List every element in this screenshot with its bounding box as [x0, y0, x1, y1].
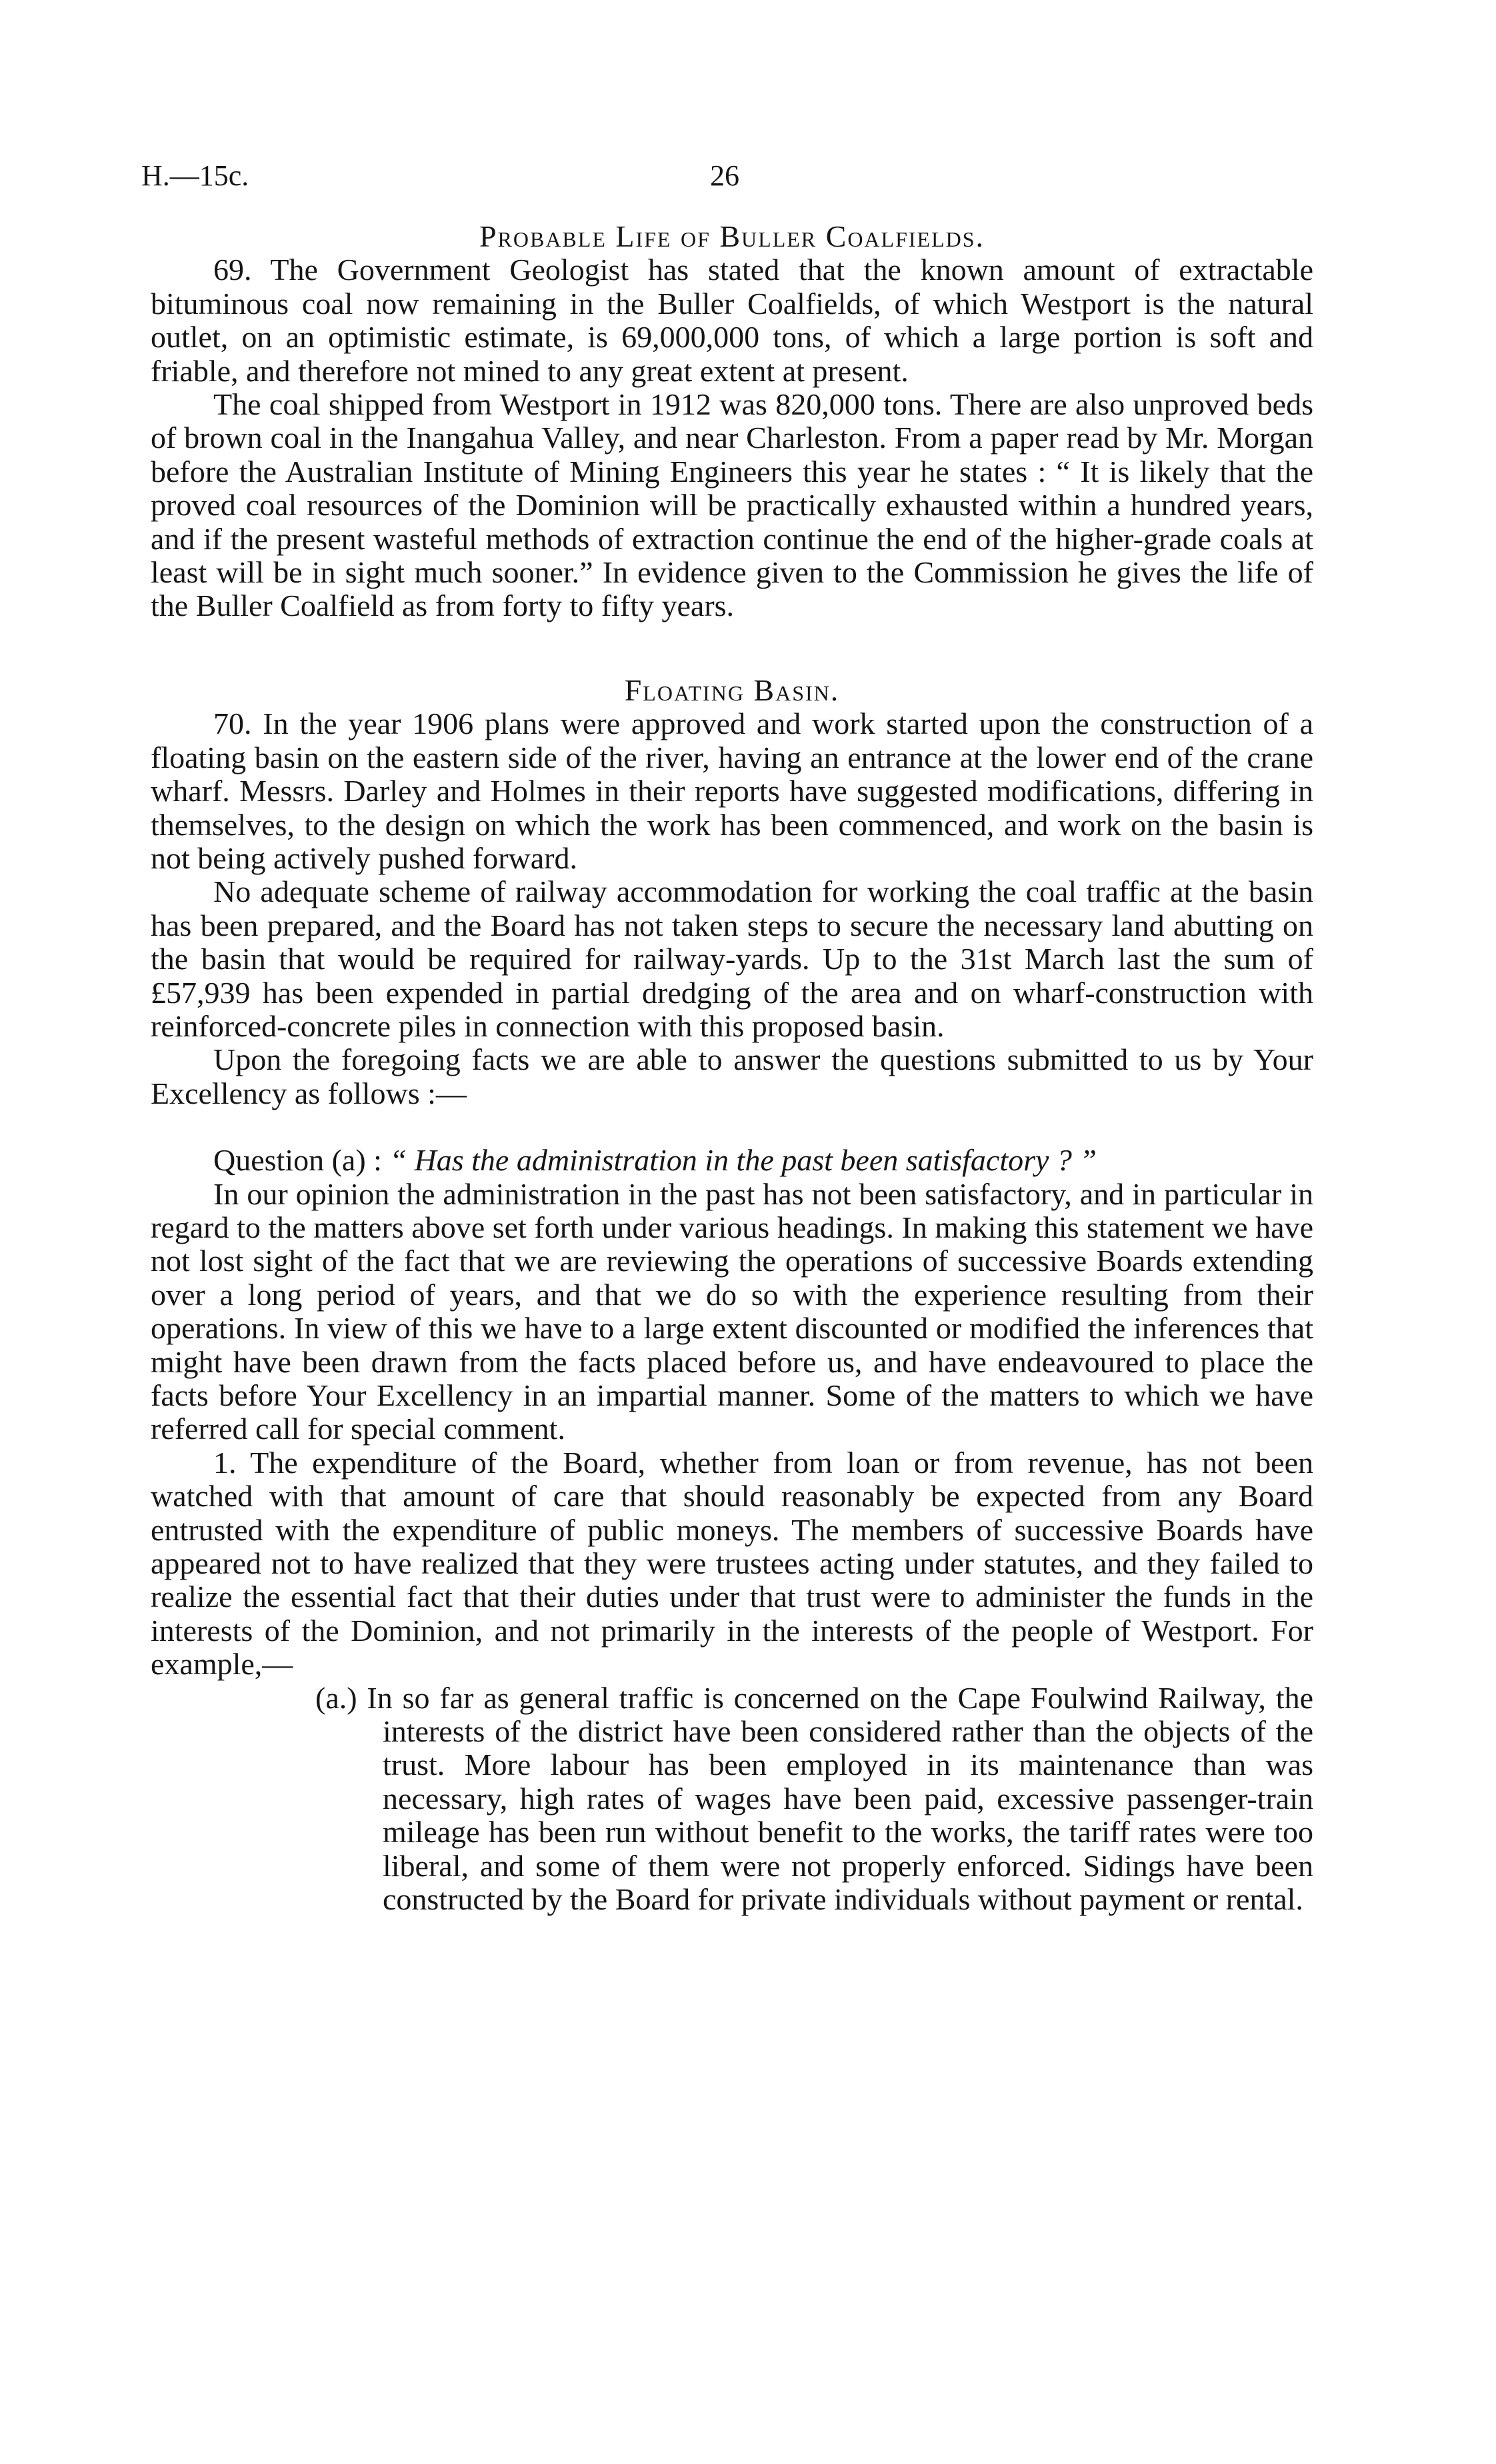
section-heading-buller-coalfields: Probable Life of Buller Coalfields.	[479, 219, 985, 253]
answer-paragraph-expenditure: 1. The expenditure of the Board, whether from loan or from revenue, has not been watched with that amount of care that should reasonably be expected from any Board entrusted with the expenditure of public moneys. The members of successive Boards have appeared not to have realized that they were trustees acting under statutes, and they failed to realize the essential fact that their duties under that trust were to administer the funds in the interests of the Dominion, and not primarily in the interests of the people of Westport. For example,—	[151, 1445, 1313, 1682]
paragraph-70: 70. In the year 1906 plans were approved and work started upon the construction of a floating basin on the eastern side of the river, having an entrance at the lower end of the crane wharf. Messrs. Darley and Holmes in their reports have suggested modifications, differing in themselves, to the design on which the work has been commenced, and work on the basin is not being actively pushed forward.	[151, 706, 1313, 875]
paragraph-70-railway: No adequate scheme of railway accommodation for working the coal traffic at the basin has been prepared, and the Board has not taken steps to secure the necessary land abutting on the basin that would be required for railway-yards. Up to the 31st March last the sum of £57,939 has been expended in partial dredging of the area and on wharf-construction with reinforced-concrete piles in connection with this proposed basin.	[151, 874, 1313, 1043]
question-a-text: “ Has the administration in the past been satisfactory ? ”	[389, 1143, 1097, 1178]
paragraph-70-questions-intro: Upon the foregoing facts we are able to answer the questions submitted to us by Your Excellency as follows :—	[151, 1042, 1313, 1110]
question-a-label: Question (a) :	[213, 1143, 390, 1178]
document-body	[151, 220, 1313, 1917]
paragraph-69-continued: The coal shipped from Westport in 1912 was 820,000 tons. There are also unproved beds of brown coal in the Inangahua Valley, and near Charleston. From a paper read by Mr. Morgan before the Australian Institute of Mining Engineers this year he states : “ It is likely that the proved coal resources of the Dominion will be practically exhausted within a hundred years, and if the present wasteful methods of extraction continue the end of the higher-grade coals at least will be in sight much sooner.” In evidence given to the Commission he gives the life of the Buller Coalfield as from forty to fifty years.	[151, 387, 1313, 623]
page-number: 26	[710, 159, 739, 192]
paragraph-69: 69. The Government Geologist has stated that the known amount of extractable bituminous coal now remaining in the Buller Coalfields, of which Westport is the natural outlet, on an optimistic estimate, is 69,000,000 tons, of which a large portion is soft and friable, and therefore not mined to any great extent at present.	[151, 253, 1313, 388]
answer-subitem-a: (a.) In so far as general traffic is concerned on the Cape Foulwind Railway, the interests of the district have been considered rather than the objects of the trust. More labour has been employed in its maintenance than was necessary, high rates of wages have been paid, excessive passenger-train mileage has been run without benefit to the works, the tariff rates were too liberal, and some of them were not properly enforced. Sidings have been constructed by the Board for private individuals without payment or rental.	[315, 1680, 1313, 1917]
page-header	[141, 159, 1315, 199]
question-a	[151, 1144, 1313, 1177]
section-heading-floating-basin: Floating Basin.	[624, 672, 840, 707]
parliamentary-paper-reference: H.—15c.	[141, 159, 249, 192]
answer-paragraph-opinion: In our opinion the administration in the past has not been satisfactory, and in particular in regard to the matters above set forth under various headings. In making this statement we have not lost sight of the fact that we are reviewing the operations of successive Boards extending over a long period of years, and that we do so with the experience resulting from their operations. In view of this we have to a large extent discounted or modified the inferences that might have been drawn from the facts placed before us, and have endeavoured to place the facts before Your Excellency in an impartial manner. Some of the matters to which we have referred call for special comment.	[151, 1176, 1313, 1446]
